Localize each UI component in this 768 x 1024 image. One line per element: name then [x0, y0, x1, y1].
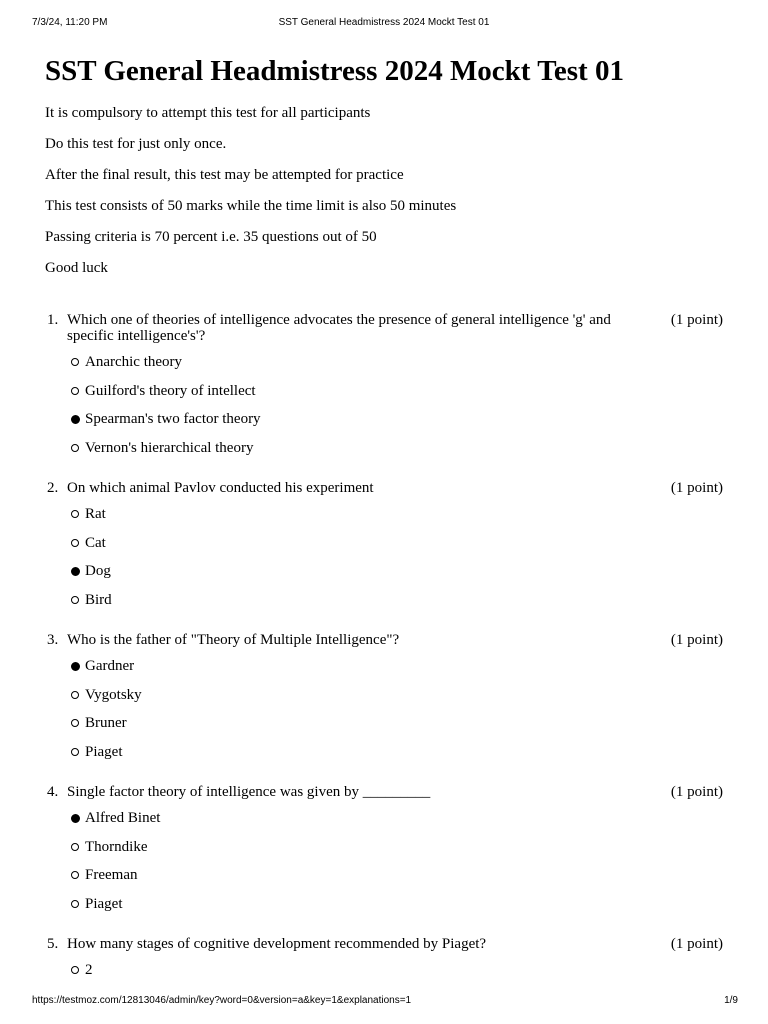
answer-option[interactable]: [45, 434, 725, 463]
answer-option[interactable]: [45, 709, 725, 738]
question-row: [45, 784, 725, 800]
answer-option[interactable]: [45, 557, 725, 586]
question-points: (1 point): [670, 784, 723, 800]
answer-options: [45, 348, 725, 462]
answer-options: [45, 652, 725, 766]
answer-option-label: Rat: [85, 506, 106, 522]
answer-option[interactable]: [45, 348, 725, 377]
answer-option-label: Dog: [85, 563, 111, 579]
answer-option-label: Alfred Binet: [85, 810, 161, 826]
question-text: How many stages of cognitive development recommended by Piaget?: [67, 936, 487, 952]
answer-options: [45, 500, 725, 614]
answer-option-label: Guilford's theory of intellect: [85, 382, 256, 399]
question-text: Single factor theory of intelligence was given by _________: [67, 784, 431, 800]
radio-selected-icon[interactable]: [71, 415, 80, 424]
answer-option[interactable]: [45, 586, 725, 615]
question-text: Who is the father of "Theory of Multiple Intelligence"?: [67, 632, 400, 648]
answer-option[interactable]: [45, 738, 725, 767]
question-item: [45, 936, 725, 985]
answer-option-label: Freeman: [85, 867, 138, 883]
instruction-line: Do this test for just only once.: [45, 136, 227, 152]
question-item: [45, 632, 725, 766]
answer-options: [45, 956, 725, 985]
question-list: [45, 312, 725, 1003]
question-row: [45, 632, 725, 648]
radio-unselected-icon[interactable]: [71, 358, 79, 366]
question-points: (1 point): [670, 632, 723, 648]
print-page-number: 1/9: [724, 995, 738, 1006]
answer-options: [45, 804, 725, 918]
answer-option[interactable]: [45, 529, 725, 558]
instruction-line: This test consists of 50 marks while the time limit is also 50 minutes: [45, 198, 457, 214]
question-row: [45, 480, 725, 496]
instruction-line: It is compulsory to attempt this test for all participants: [45, 105, 371, 121]
answer-option[interactable]: [45, 804, 725, 833]
answer-option-label: Bruner: [85, 715, 127, 731]
test-instructions: [45, 104, 725, 290]
answer-option[interactable]: [45, 377, 725, 406]
question-text: Which one of theories of intelligence advocates the presence of general intelligence 'g' and specific intelligence's'?: [67, 312, 611, 344]
answer-option-label: Spearman's two factor theory: [85, 411, 261, 427]
answer-option-label: Bird: [85, 591, 112, 608]
question-row: [45, 936, 725, 952]
answer-option[interactable]: [45, 405, 725, 434]
radio-unselected-icon[interactable]: [71, 539, 79, 547]
question-row: [45, 312, 725, 344]
radio-selected-icon[interactable]: [71, 814, 80, 823]
print-url: https://testmoz.com/12813046/admin/key?word=0&version=a&key=1&explanations=1: [32, 995, 412, 1006]
answer-option-label: Thorndike: [85, 838, 148, 855]
question-item: [45, 784, 725, 918]
answer-option[interactable]: [45, 833, 725, 862]
answer-option[interactable]: [45, 861, 725, 890]
test-title: SST General Headmistress 2024 Mockt Test 01: [45, 55, 624, 87]
answer-option[interactable]: [45, 956, 725, 985]
question-number: 5.: [47, 936, 59, 952]
question-number: 4.: [47, 784, 59, 800]
answer-option[interactable]: [45, 681, 725, 710]
print-footer: [0, 995, 768, 1009]
answer-option-label: 2: [85, 962, 93, 978]
radio-unselected-icon[interactable]: [71, 691, 79, 699]
instruction-line: Passing criteria is 70 percent i.e. 35 questions out of 50: [45, 229, 377, 245]
question-number: 2.: [47, 480, 59, 496]
print-header: [0, 17, 768, 31]
radio-unselected-icon[interactable]: [71, 966, 79, 974]
radio-unselected-icon[interactable]: [71, 748, 79, 756]
radio-unselected-icon[interactable]: [71, 719, 79, 727]
question-number: 3.: [47, 632, 59, 648]
test-content: [45, 52, 725, 290]
answer-option[interactable]: [45, 500, 725, 529]
radio-unselected-icon[interactable]: [71, 900, 79, 908]
radio-unselected-icon[interactable]: [71, 871, 79, 879]
question-item: [45, 480, 725, 614]
radio-unselected-icon[interactable]: [71, 510, 79, 518]
radio-unselected-icon[interactable]: [71, 596, 79, 604]
radio-unselected-icon[interactable]: [71, 444, 79, 452]
instruction-line: Good luck: [45, 260, 108, 276]
print-page-title: SST General Headmistress 2024 Mockt Test 01: [278, 17, 490, 28]
radio-unselected-icon[interactable]: [71, 387, 79, 395]
question-points: (1 point): [670, 480, 723, 496]
radio-unselected-icon[interactable]: [71, 843, 79, 851]
answer-option-label: Vernon's hierarchical theory: [85, 439, 254, 456]
radio-selected-icon[interactable]: [71, 567, 80, 576]
question-points: (1 point): [670, 936, 723, 952]
instruction-line: After the final result, this test may be attempted for practice: [45, 167, 404, 183]
answer-option-label: Gardner: [85, 658, 135, 674]
answer-option[interactable]: [45, 652, 725, 681]
answer-option-label: Piaget: [85, 743, 123, 760]
answer-option-label: Cat: [85, 534, 106, 551]
print-datetime: 7/3/24, 11:20 PM: [32, 17, 108, 28]
radio-selected-icon[interactable]: [71, 662, 80, 671]
answer-option-label: Anarchic theory: [85, 354, 183, 370]
answer-option-label: Piaget: [85, 895, 123, 912]
question-text: On which animal Pavlov conducted his experiment: [67, 480, 374, 496]
answer-option[interactable]: [45, 890, 725, 919]
answer-option-label: Vygotsky: [85, 686, 142, 703]
question-item: [45, 312, 725, 462]
question-points: (1 point): [670, 312, 723, 328]
question-number: 1.: [47, 312, 59, 328]
